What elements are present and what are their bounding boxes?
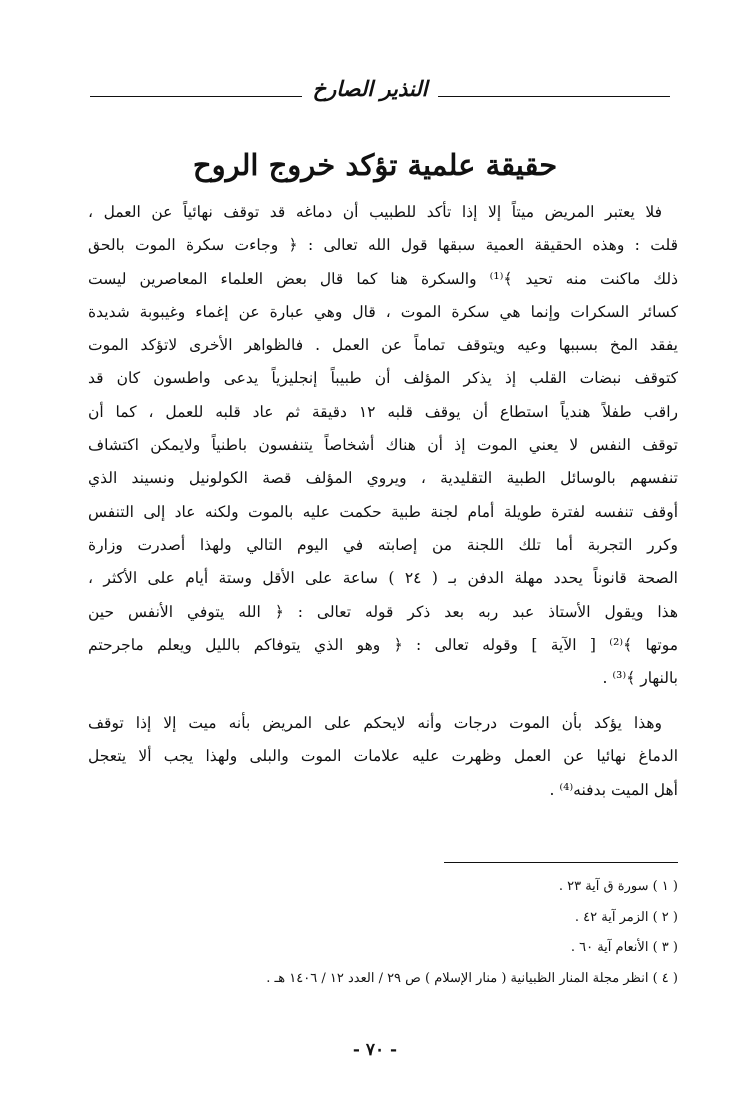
text-line: ذلك ماكنت منه تحيد ﴾⁽¹⁾ والسكرة هنا كما قال بعض العلماء المعاصرين ليست: [88, 269, 678, 288]
text-line: راقب طفلاً هندياً استطاع أن يوقف قلبه ١٢ دقيقة ثم عاد قلبه للعمل ، كما أن: [88, 402, 678, 421]
text-line: يفقد المخ بسببها وعيه ويتوقف تماماً عن العمل . فالظواهر الأخرى لاتؤكد الموت: [88, 336, 678, 355]
text-line: وكرر التجربة أما تلك اللجنة من إصابته في اليوم التالي ولهذا أصدرت وزارة: [88, 535, 678, 554]
page-number: - ٧٠ -: [352, 1040, 398, 1060]
text-line: فلا يعتبر المريض ميتاً إلا إذا تأكد للطبيب أن دماغه قد توقف نهائياً عن العمل ،: [88, 203, 662, 221]
text-line: أهل الميت بدفنه⁽⁴⁾ .: [549, 780, 678, 799]
footnotes: [180, 872, 678, 994]
text-line: وهذا يؤكد بأن الموت درجات وأنه لايحكم على المريض بأنه ميت إلا إذا توقف: [88, 714, 662, 732]
text-line: توقف النفس لا يعني الموت إذ أن هناك أشخاصاً يتنفسون باطنياً ولايمكن اكتشاف: [88, 436, 678, 455]
header-rule-right: [438, 96, 670, 97]
text-line: كتوقف نبضات القلب إذ يذكر المؤلف أن طبيباً إنجليزياً يدعى واطسون كان قد: [88, 369, 678, 388]
text-line: الدماغ نهائيا عن العمل وظهرت عليه علامات الموت والبلى ولهذا يجب ألا يتعجل: [88, 747, 678, 766]
footnote-separator: [444, 862, 678, 863]
footnote: ( ١ ) سورة ق آية ٢٣ .: [558, 879, 678, 894]
text-line: الصحة قانوناً يحدد مهلة الدفن بـ ( ٢٤ ) ساعة على الأقل وستة أيام على الأكثر ،: [88, 569, 678, 588]
text-line: قلت : وهذه الحقيقة العمية سبقها قول الله تعالى : ﴿ وجاءت سكرة الموت بالحق: [88, 236, 678, 255]
footnote: ( ٢ ) الزمر آية ٤٢ .: [574, 909, 678, 925]
text-line: كسائر السكرات وإنما هي سكرة الموت ، قال وهي عبارة عن إغماء وغيبوبة شديدة: [88, 302, 678, 321]
footnote: ( ٣ ) الأنعام آية ٦٠ .: [570, 940, 678, 955]
paragraph-1: [88, 196, 678, 695]
header-rule-left: [90, 96, 302, 97]
paragraph-2: [88, 707, 678, 807]
footnote: ( ٤ ) انظر مجلة المنار الظبيانية ( منار الإسلام ) ص ٢٩ / العدد ١٢ / ١٤٠٦ هـ .: [266, 970, 678, 986]
text-line: موتها ﴾⁽²⁾ [ الآية ] وقوله تعالى : ﴿ وهو الذي يتوفاكم بالليل ويعلم ماجرحتم: [88, 635, 678, 654]
text-line: أوقف تنفسه لفترة طويلة أمام لجنة طبية حكمت عليه بالموت ولكنه عاد إلى التنفس: [88, 502, 678, 521]
section-title: حقيقة علمية تؤكد خروج الروح: [192, 148, 558, 182]
text-line: بالنهار ﴾⁽³⁾ .: [602, 669, 678, 688]
text-line: هذا ويقول الأستاذ عبد ربه بعد ذكر قوله تعالى : ﴿ الله يتوفي الأنفس حين: [88, 602, 678, 621]
running-header-title: النذير الصارخ: [312, 76, 428, 101]
text-line: تنفسهم بالوسائل الطبية التقليدية ، ويروي المؤلف قصة الكولونيل ونسيند الذي: [88, 469, 678, 488]
